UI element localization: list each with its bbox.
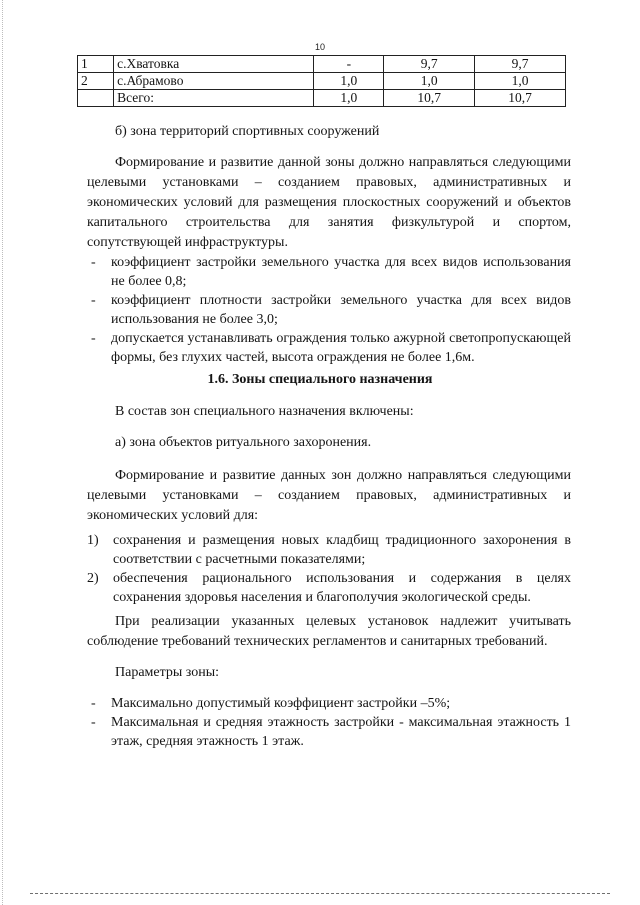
table-cell-value: 1,0 (475, 73, 566, 90)
table-cell-value: 1,0 (314, 73, 384, 90)
section-16-paragraph: Формирование и развитие данных зон должно направляться следующими целевыми установками – созданием правовых, административных и экономических условий для: (87, 468, 571, 523)
table-cell-value: - (314, 56, 384, 73)
list-item-text: коэффициент плотности застройки земельного участка для всех видов использования не более 3,0; (111, 293, 571, 327)
table-row-total (78, 90, 566, 107)
table-cell-number (78, 90, 114, 107)
list-item (87, 569, 571, 607)
list-item-text: сохранения и размещения новых кладбищ традиционного захоронения в соответствии с расчетными показателями; (113, 533, 571, 567)
bullet-marker: - (91, 293, 96, 308)
scan-edge-left (2, 0, 4, 905)
page-number: 10 (314, 42, 325, 52)
list-item-text: допускается устанавливать ограждения только ажурной светопропускающей формы, без глухих частей, высота ограждения не более 1,6м. (111, 331, 571, 365)
list-number: 1) (87, 533, 99, 548)
bullet-marker: - (91, 715, 96, 730)
params-title: Параметры зоны: (115, 665, 220, 680)
list-item (87, 253, 571, 291)
section-b-bullet-list (87, 253, 571, 367)
list-number: 2) (87, 571, 99, 586)
list-item (87, 291, 571, 329)
numbered-list (87, 531, 571, 607)
table-cell-value: 1,0 (314, 90, 384, 107)
table-row (78, 73, 566, 90)
table-cell-value: 10,7 (384, 90, 475, 107)
list-item-text: Максимальная и средняя этажность застройки - максимальная этажность 1 этаж, средняя этажность 1 этаж. (111, 715, 571, 749)
section-heading: 1.6. Зоны специального назначения (207, 372, 433, 387)
bullet-marker: - (91, 696, 96, 711)
section-intro: В состав зон специального назначения включены: (115, 404, 414, 419)
requirements-paragraph: При реализации указанных целевых установок надлежит учитывать соблюдение требований технических регламентов и санитарных требований. (87, 614, 571, 649)
summary-table (77, 55, 566, 107)
params-list (87, 694, 571, 751)
section-b-title: б) зона территорий спортивных сооружений (115, 124, 380, 139)
bullet-marker: - (91, 331, 96, 346)
list-item (87, 329, 571, 367)
list-item-text: коэффициент застройки земельного участка для всех видов использования не более 0,8; (111, 255, 571, 289)
table-cell-name: с.Абрамово (114, 73, 314, 90)
bullet-marker: - (91, 255, 96, 270)
table-cell-value: 9,7 (475, 56, 566, 73)
list-item-text: Максимально допустимый коэффициент застройки –5%; (111, 696, 451, 711)
table-cell-value: 10,7 (475, 90, 566, 107)
table-cell-number: 1 (78, 56, 114, 73)
table-cell-name: Всего: (114, 90, 314, 107)
table-cell-value: 9,7 (384, 56, 475, 73)
list-item (87, 531, 571, 569)
table-cell-number: 2 (78, 73, 114, 90)
list-item (87, 713, 571, 751)
table-cell-name: с.Хватовка (114, 56, 314, 73)
scan-edge-bottom (30, 893, 610, 894)
table-cell-value: 1,0 (384, 73, 475, 90)
zone-a-label: а) зона объектов ритуального захоронения. (115, 435, 372, 450)
section-b-paragraph: Формирование и развитие данной зоны должно направляться следующими целевыми установками – созданием правовых, административных и экономических условий для размещения плоскостных сооружений и объектов капитального строительства для занятия физкультурой и спортом, сопутствующей инфраструктуры. (87, 155, 571, 250)
table-row (78, 56, 566, 73)
list-item (87, 694, 571, 713)
list-item-text: обеспечения рационального использования и содержания в целях сохранения здоровья населения и благополучия экологической среды. (113, 571, 571, 605)
